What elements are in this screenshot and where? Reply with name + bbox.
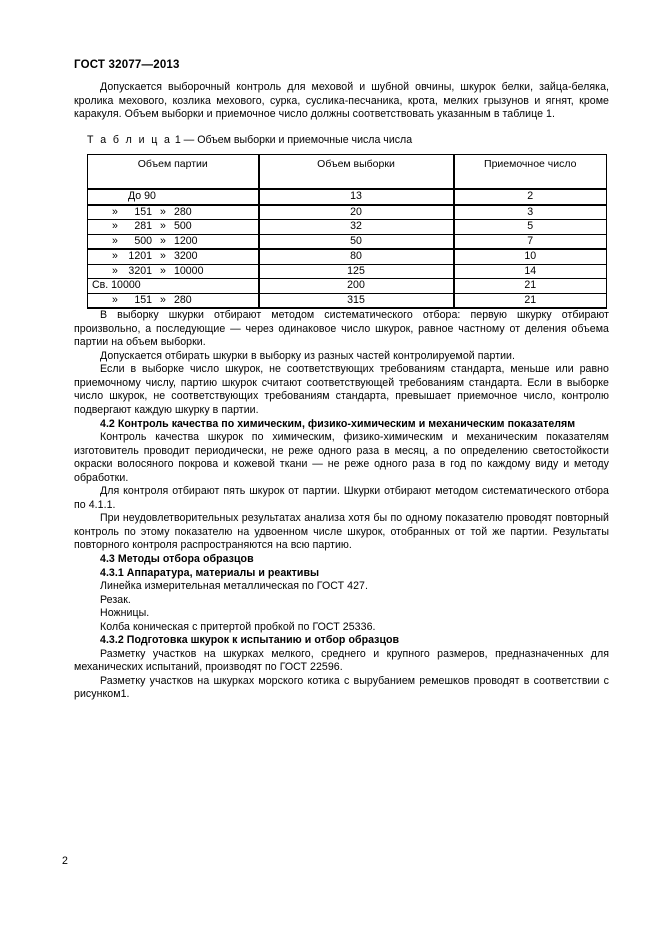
cell-sample-size: 125	[259, 264, 454, 279]
cell-sample-size: 20	[259, 205, 454, 220]
range-upper-bound: 3200	[174, 250, 198, 263]
range-upper-bound: 1200	[174, 234, 198, 247]
table-row	[88, 293, 607, 308]
table-caption	[74, 134, 609, 148]
range-guillemet-start: »	[112, 220, 118, 233]
cell-sample-size: 13	[259, 189, 454, 205]
heading-4-3: 4.3 Методы отбора образцов	[100, 552, 254, 565]
range-lower-bound: 151	[134, 293, 152, 306]
range-lower-bound: 151	[134, 205, 152, 218]
page-number: 2	[62, 855, 68, 867]
cell-lot-range	[88, 293, 259, 308]
range-guillemet-start: »	[112, 205, 118, 218]
cell-lot-range	[88, 249, 259, 264]
cell-lot-range	[88, 205, 259, 220]
table-header	[88, 155, 607, 190]
cell-acceptance-number: 21	[454, 279, 607, 294]
paragraph-flask: Колба коническая с притертой пробкой по ГОСТ 25336.	[100, 620, 376, 633]
range-value	[88, 206, 258, 220]
range-upper-bound: 280	[174, 205, 192, 218]
range-value	[88, 279, 258, 293]
table-row	[88, 189, 607, 205]
range-value	[88, 235, 258, 249]
table-row	[88, 220, 607, 235]
paragraph-repeat-control: При неудовлетворительных результатах анализа хотя бы по одному показателю проводят повторный контроль по этому показателю на удвоенном числе шкурок, отобранных от той же партии. Результаты повторного контроля распространяются на всю партию.	[74, 512, 609, 552]
range-lower-bound: 281	[134, 220, 152, 233]
table-body	[88, 189, 607, 308]
range-value	[88, 265, 258, 279]
cell-acceptance-number: 21	[454, 293, 607, 308]
paragraph-4-2-body: Контроль качества шкурок по химическим, физико-химическим и механическим показателям изготовитель проводит периодически, не реже одного раза в месяц, а по определению светостойкости окраски волосяного покрова и кожевой ткани — не реже одного раза в год по каждому виду и методу обработки.	[74, 431, 609, 484]
paragraph-marking-sizes: Разметку участков на шкурках мелкого, среднего и крупного размеров, предназначенных для механических испытаний, производят по ГОСТ 22596.	[74, 647, 609, 674]
range-upper-bound: 500	[174, 220, 192, 233]
range-guillemet-end: »	[160, 220, 166, 233]
table-row	[88, 234, 607, 249]
cell-lot-range	[88, 279, 259, 294]
paragraph-selection-method: В выборку шкурки отбирают методом систематического отбора: первую шкурку отбирают произвольно, а последующие — через одинаковое число шкурок, равное частному от деления объема партии на объем выборки.	[74, 309, 609, 349]
range-value	[88, 294, 258, 308]
cell-acceptance-number: 3	[454, 205, 607, 220]
range-single-text: Св. 10000	[92, 279, 141, 292]
sampling-table	[87, 154, 607, 309]
paragraph-marking-seal: Разметку участков на шкурках морского котика с вырубанием ремешков проводят в соответствии с рисунком1.	[74, 674, 609, 701]
paragraph-different-parts: Допускается отбирать шкурки в выборку из разных частей контролируемой партии.	[100, 349, 516, 362]
range-guillemet-end: »	[160, 250, 166, 263]
range-guillemet-end: »	[160, 234, 166, 247]
table-caption-number: 1	[174, 133, 181, 146]
range-upper-bound: 10000	[174, 264, 204, 277]
table-caption-label: Т а б л и ц а	[87, 133, 172, 146]
page-title: ГОСТ 32077—2013	[74, 59, 180, 71]
table-row	[88, 264, 607, 279]
cell-sample-size: 200	[259, 279, 454, 294]
heading-4-3-1: 4.3.1 Аппаратура, материалы и реактивы	[100, 566, 320, 579]
cell-lot-range	[88, 189, 259, 205]
column-header-sample-size: Объем выборки	[259, 155, 454, 190]
table-header-row	[88, 155, 607, 190]
range-value	[88, 220, 258, 234]
range-lower-bound: 1201	[128, 250, 152, 263]
cell-lot-range	[88, 234, 259, 249]
table-row	[88, 249, 607, 264]
table-row	[88, 205, 607, 220]
cell-sample-size: 315	[259, 293, 454, 308]
range-guillemet-end: »	[160, 293, 166, 306]
cell-acceptance-number: 10	[454, 249, 607, 264]
intro-paragraph: Допускается выборочный контроль для меховой и шубной овчины, шкурок белки, зайца-беляка, кролика мехового, козлика мехового, сурка, суслика-песчаника, крота, мелких грызунов и ягнят, кроме каракуля. Объем выборки и приемочное число должны соответствовать указанным в таблице 1.	[74, 81, 609, 121]
table-row	[88, 279, 607, 294]
cell-sample-size: 80	[259, 249, 454, 264]
paragraph-scissors: Ножницы.	[100, 607, 150, 620]
paragraph-ruler: Линейка измерительная металлическая по ГОСТ 427.	[100, 580, 368, 593]
column-header-acceptance-number: Приемочное число	[454, 155, 607, 190]
paragraph-acceptance-rule: Если в выборке число шкурок, не соответствующих требованиям стандарта, меньше или равно приемочному числу, партию шкурок считают соответствующей требованиям стандарта. Если в выборке число шкурок, не соответствующих требованиям стандарта, превышает приемочное число, контролю подвергают каждую шкурку в партии.	[74, 363, 609, 416]
range-guillemet-end: »	[160, 205, 166, 218]
cell-sample-size: 50	[259, 234, 454, 249]
heading-4-3-2: 4.3.2 Подготовка шкурок к испытанию и отбор образцов	[100, 634, 400, 647]
range-guillemet-start: »	[112, 234, 118, 247]
cell-lot-range	[88, 264, 259, 279]
cell-acceptance-number: 7	[454, 234, 607, 249]
range-lower-bound: 500	[134, 234, 152, 247]
cell-sample-size: 32	[259, 220, 454, 235]
range-upper-bound: 280	[174, 293, 192, 306]
cell-acceptance-number: 2	[454, 189, 607, 205]
range-value	[88, 250, 258, 264]
cell-acceptance-number: 5	[454, 220, 607, 235]
range-guillemet-end: »	[160, 264, 166, 277]
range-guillemet-start: »	[112, 293, 118, 306]
table-caption-text: — Объем выборки и приемочные числа числа	[183, 133, 413, 146]
cell-acceptance-number: 14	[454, 264, 607, 279]
paragraph-cutter: Резак.	[100, 593, 131, 606]
page-content	[74, 58, 609, 702]
range-lower-bound: 3201	[128, 264, 152, 277]
range-guillemet-start: »	[112, 250, 118, 263]
heading-4-2: 4.2 Контроль качества по химическим, физико-химическим и механическим показателям	[100, 417, 576, 430]
range-guillemet-start: »	[112, 264, 118, 277]
paragraph-five-skins: Для контроля отбирают пять шкурок от партии. Шкурки отбирают методом систематического отбора по 4.1.1.	[74, 485, 609, 511]
column-header-lot-size: Объем партии	[88, 155, 259, 190]
range-single-text: До 90	[128, 190, 156, 203]
range-value	[88, 190, 258, 204]
cell-lot-range	[88, 220, 259, 235]
